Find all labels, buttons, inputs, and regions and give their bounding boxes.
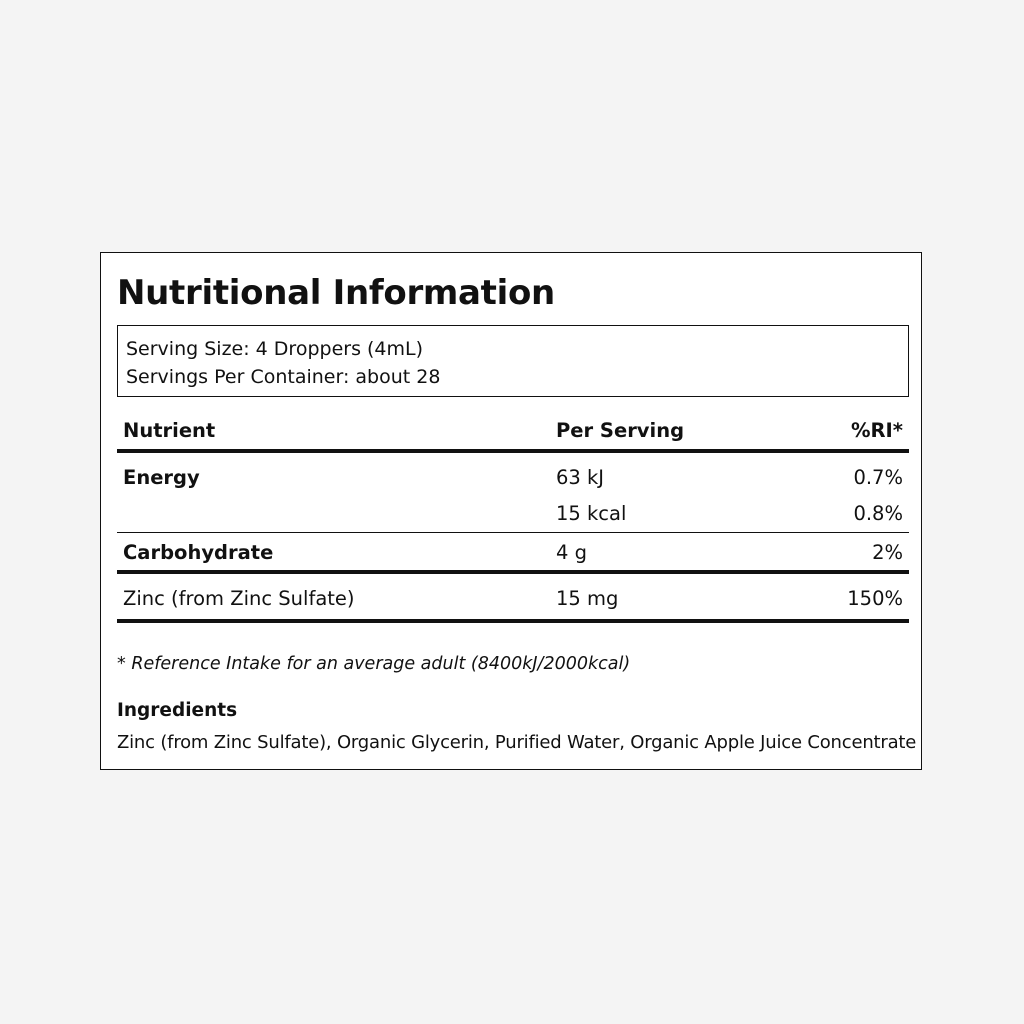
nutrition-table — [117, 409, 909, 623]
reference-intake-footnote: * Reference Intake for an average adult (8400kJ/2000kcal) — [117, 654, 631, 674]
serving-size: Serving Size: 4 Droppers (4mL) — [126, 338, 424, 360]
header-ri: %RI* — [850, 419, 903, 442]
ingredients-heading: Ingredients — [117, 700, 238, 721]
nutrition-panel — [100, 252, 922, 770]
table-row — [117, 493, 909, 533]
ri-value: 2% — [872, 541, 903, 564]
header-nutrient: Nutrient — [123, 419, 216, 442]
table-row — [117, 453, 909, 493]
ri-value: 150% — [847, 587, 903, 610]
nutrient-name: Zinc (from Zinc Sulfate) — [123, 587, 355, 610]
per-serving-value: 15 kcal — [556, 502, 627, 525]
ingredients-list: Zinc (from Zinc Sulfate), Organic Glycerin, Purified Water, Organic Apple Juice Concentrate — [117, 732, 917, 753]
table-header-row — [117, 409, 909, 453]
nutrient-name: Energy — [123, 466, 200, 489]
ri-value: 0.7% — [853, 466, 903, 489]
nutrient-name: Carbohydrate — [123, 541, 274, 564]
table-row — [117, 574, 909, 623]
per-serving-value: 4 g — [556, 541, 587, 564]
servings-per-container: Servings Per Container: about 28 — [126, 366, 441, 388]
per-serving-value: 15 mg — [556, 587, 619, 610]
ri-value: 0.8% — [853, 502, 903, 525]
panel-title: Nutritional Information — [117, 273, 555, 313]
table-row — [117, 533, 909, 574]
header-per-serving: Per Serving — [556, 419, 685, 442]
serving-info-box — [117, 325, 909, 397]
per-serving-value: 63 kJ — [556, 466, 605, 489]
